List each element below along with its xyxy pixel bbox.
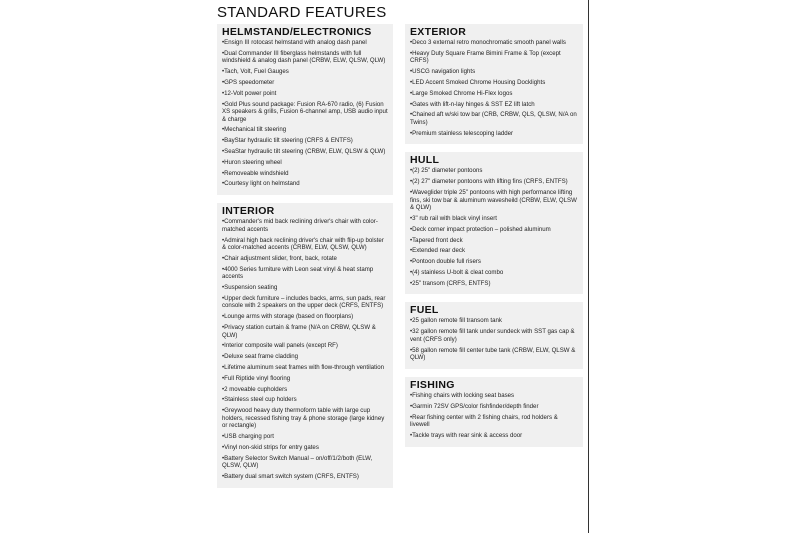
- feature-item: • Waveglider triple 25" pontoons with high performance lifting fins, ski tow bar & aluminum wavesheild (CRBW, ELW, QLSW & QLW): [410, 189, 579, 212]
- feature-item: • LED Accent Smoked Chrome Housing Docklights: [410, 79, 579, 87]
- feature-item: • SeaStar hydraulic tilt steering (CRBW, ELW, QLSW & QLW): [222, 148, 389, 156]
- feature-item: • Garmin 72SV GPS/color fishfinder/depth finder: [410, 403, 579, 411]
- feature-item: • Upper deck furniture – includes backs, arms, sun pads, rear console with 2 speakers on the upper deck (CRFS, ENTFS): [222, 295, 389, 310]
- feature-item: • Admiral high back reclining driver's chair with flip-up bolster & color-matched accents (CRBW, ELW, QLSW, QLW): [222, 237, 389, 252]
- feature-item: • Rear fishing center with 2 fishing chairs, rod holders & livewell: [410, 414, 579, 429]
- feature-item: • 25 gallon remote fill transom tank: [410, 317, 579, 325]
- feature-item: • 3" rub rail with black vinyl insert: [410, 215, 579, 223]
- feature-item: • Stainless steel cup holders: [222, 396, 389, 404]
- feature-item: • 58 gallon remote fill center tube tank (CRBW, ELW, QLSW & QLW): [410, 347, 579, 362]
- feature-item: • Deck corner impact protection – polished aluminum: [410, 226, 579, 234]
- feature-item: • Privacy station curtain & frame (N/A on CRBW, QLSW & QLW): [222, 324, 389, 339]
- feature-item: • USCG navigation lights: [410, 68, 579, 76]
- feature-item: • 12-Volt power point: [222, 90, 389, 98]
- feature-item: • Deco 3 external retro monochromatic smooth panel walls: [410, 39, 579, 47]
- feature-item: • Interior composite wall panels (except RF): [222, 342, 389, 350]
- feature-item: • Extended rear deck: [410, 247, 579, 255]
- feature-item: • Dual Commander III fiberglass helmstands with full windshield & analog dash panel (CRBW, ELW, QLSW, QLW): [222, 50, 389, 65]
- right-column: [405, 24, 583, 455]
- feature-item: • Courtesy light on helmstand: [222, 180, 389, 188]
- section-title: EXTERIOR: [410, 26, 467, 38]
- section-fuel: [405, 302, 583, 369]
- section-title: HELMSTAND/ELECTRONICS: [222, 26, 372, 38]
- feature-item: • (2) 25" diameter pontoons: [410, 167, 579, 175]
- feature-item: • Lounge arms with storage (based on floorplans): [222, 313, 389, 321]
- feature-item: • Chair adjustment slider, front, back, rotate: [222, 255, 389, 263]
- feature-item: • Premium stainless telescoping ladder: [410, 130, 579, 138]
- feature-item: • Vinyl non-skid strips for entry gates: [222, 444, 389, 452]
- section-title: INTERIOR: [222, 205, 275, 218]
- feature-item: • Gates with lift-n-lay hinges & SST EZ lift latch: [410, 101, 579, 109]
- feature-item: • Tackle trays with rear sink & access door: [410, 432, 579, 440]
- feature-item: • 32 gallon remote fill tank under sundeck with SST gas cap & vent (CRFS only): [410, 328, 579, 343]
- feature-item: • 4000 Series furniture with Leon seat vinyl & heat stamp accents: [222, 266, 389, 281]
- feature-item: • Greywood heavy duty thermoform table with large cup holders, recessed fishing tray & phone storage (large kidney or rectangle): [222, 407, 389, 430]
- feature-item: • Deluxe seat frame cladding: [222, 353, 389, 361]
- feature-item: • GPS speedometer: [222, 79, 389, 87]
- section-title: FUEL: [410, 304, 439, 317]
- feature-item: • 2 moveable cupholders: [222, 386, 389, 394]
- feature-item: • Mechanical tilt steering: [222, 126, 389, 134]
- page-title: STANDARD FEATURES: [217, 4, 387, 21]
- section-interior: [217, 203, 393, 488]
- feature-item: • (2) 27" diameter pontoons with lifting fins (CRFS, ENTFS): [410, 178, 579, 186]
- feature-item: • Removeable windshield: [222, 170, 389, 178]
- section-hull: [405, 152, 583, 294]
- feature-item: • Heavy Duty Square Frame Bimini Frame & Top (except CRFS): [410, 50, 579, 65]
- feature-item: • Battery dual smart switch system (CRFS, ENTFS): [222, 473, 389, 481]
- left-blank-margin: [0, 0, 207, 533]
- feature-item: • 25" transom (CRFS, ENTFS): [410, 280, 579, 288]
- left-column: [217, 24, 393, 496]
- feature-item: • Battery Selector Switch Manual – on/off/1/2/both (ELW, QLSW, QLW): [222, 455, 389, 470]
- feature-item: • BayStar hydraulic tilt steering (CRFS & ENTFS): [222, 137, 389, 145]
- feature-item: • Large Smoked Chrome Hi-Flex logos: [410, 90, 579, 98]
- feature-item: • Fishing chairs with locking seat bases: [410, 392, 579, 400]
- section-exterior: [405, 24, 583, 144]
- feature-item: • Tapered front deck: [410, 237, 579, 245]
- feature-item: • Ensign III rotocast helmstand with analog dash panel: [222, 39, 389, 47]
- section-title: FISHING: [410, 378, 455, 391]
- feature-item: • Gold Plus sound package: Fusion RA-670 radio, (6) Fusion XS speakers & grills, Fusion 6-channel amp, USB audio input & charge: [222, 101, 389, 124]
- feature-item: • Full Riptide vinyl flooring: [222, 375, 389, 383]
- feature-item: • (4) stainless U-bolt & cleat combo: [410, 269, 579, 277]
- feature-item: • Pontoon double full risers: [410, 258, 579, 266]
- feature-item: • Lifetime aluminum seat frames with flow-through ventilation: [222, 364, 389, 372]
- feature-item: • Suspension seating: [222, 284, 389, 292]
- section-fishing: [405, 377, 583, 447]
- feature-item: • Commander's mid back reclining driver's chair with color-matched accents: [222, 218, 389, 233]
- section-helmstand-electronics: [217, 24, 393, 195]
- feature-item: • USB charging port: [222, 433, 389, 441]
- feature-item: • Chained aft w/ski tow bar (CRB, CRBW, QLS, QLSW, N/A on Twins): [410, 111, 579, 126]
- section-title: HULL: [410, 154, 440, 167]
- feature-item: • Tach, Volt, Fuel Gauges: [222, 68, 389, 76]
- feature-item: • Huron steering wheel: [222, 159, 389, 167]
- right-border-rule: [588, 0, 589, 533]
